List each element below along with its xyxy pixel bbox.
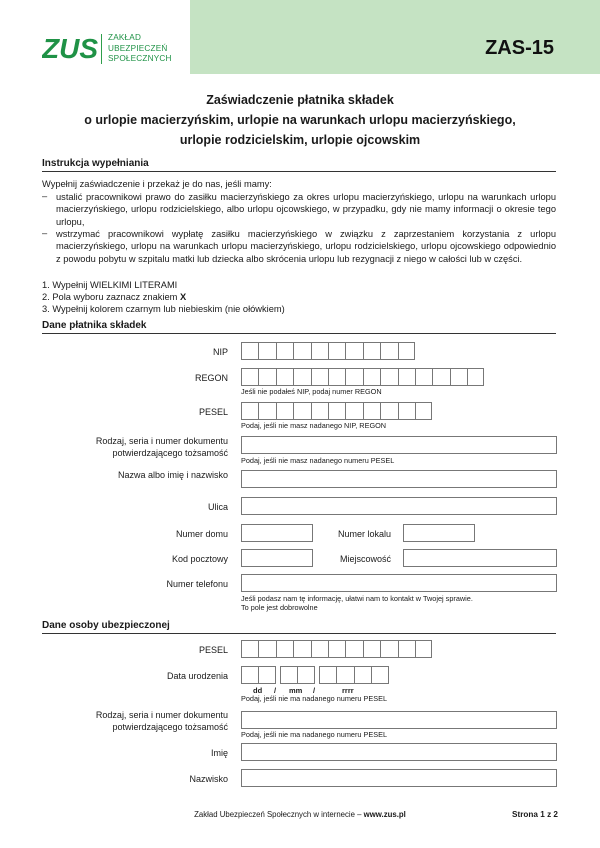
phone-hint-1: Jeśli podasz nam tę informację, ułatwi nam to kontakt w Twojej sprawie. <box>241 594 473 603</box>
payer-doc-label: Rodzaj, seria i numer dokumentu potwierdzającego tożsamość <box>95 436 228 458</box>
logo-line-2: UBEZPIECZEŃ <box>108 43 168 53</box>
birth-date-hint: Podaj, jeśli nie ma nadanego numeru PESEL <box>241 694 388 703</box>
street-input[interactable] <box>241 497 557 515</box>
instructions-bullet-2: wstrzymać pracownikowi wypłatę zasiłku macierzyńskiego w związku z zaprzestaniem korzystania z urlopu macierzyńskiego, urlopu na warunkach urlopu macierzyńskiego, urlopu rodzicielskiego, urlopu ojcowskiego odpowiednio z powodu pobytu w szpitalu matki lub dziecka albo skrócenia urlopu lub rezygnacji z niego w całości lub w części. <box>56 229 556 264</box>
payer-doc-input[interactable] <box>241 436 557 454</box>
title-line-2: o urlopie macierzyńskim, urlopie na warunkach urlopu macierzyńskiego, <box>84 113 516 127</box>
house-number-label: Numer domu <box>175 529 228 539</box>
birth-day-format: dd <box>253 686 263 695</box>
city-label: Miejscowość <box>339 554 391 564</box>
flat-number-input[interactable] <box>403 524 475 542</box>
instructions-step-2: 2. Pola wyboru zaznacz znakiem X <box>42 292 187 302</box>
birth-month-input[interactable] <box>280 666 315 684</box>
logo-separator <box>101 34 102 64</box>
title-line-3: urlopie rodzicielskim, urlopie ojcowskim <box>179 133 421 147</box>
payer-name-label: Nazwa albo imię i nazwisko <box>117 470 228 480</box>
postal-code-label: Kod pocztowy <box>171 554 228 564</box>
insured-doc-label: Rodzaj, seria i numer dokumentu potwierdzającego tożsamość <box>95 710 228 732</box>
flat-number-label: Numer lokalu <box>337 529 391 539</box>
title-line-1: Zaświadczenie płatnika składek <box>206 93 394 107</box>
payer-name-input[interactable] <box>241 470 557 488</box>
logo-line-1: ZAKŁAD <box>108 33 142 42</box>
payer-heading: Dane płatnika składek <box>42 320 147 331</box>
insured-divider <box>42 633 556 634</box>
zus-logo-icon <box>42 32 98 62</box>
birth-date-label: Data urodzenia <box>166 671 228 681</box>
nip-label: NIP <box>212 347 228 357</box>
payer-pesel-label: PESEL <box>198 407 228 417</box>
first-name-label: Imię <box>210 748 228 758</box>
instructions-step-3: 3. Wypełnij kolorem czarnym lub niebieskim (nie ołówkiem) <box>42 304 285 314</box>
postal-code-input[interactable] <box>241 549 313 567</box>
phone-input[interactable] <box>241 574 557 592</box>
birth-year-input[interactable] <box>319 666 389 684</box>
house-number-input[interactable] <box>241 524 313 542</box>
header-band <box>0 0 600 74</box>
street-label: Ulica <box>207 502 228 512</box>
footer-url-link[interactable]: www.zus.pl <box>363 810 406 819</box>
bullet-2-marker: – <box>42 228 48 238</box>
insured-doc-hint: Podaj, jeśli nie ma nadanego numeru PESEL <box>241 730 388 739</box>
logo-text <box>108 33 172 65</box>
regon-hint: Jeśli nie podałeś NIP, podaj numer REGON <box>241 387 382 396</box>
insured-heading: Dane osoby ubezpieczonej <box>42 620 170 631</box>
last-name-input[interactable] <box>241 769 557 787</box>
payer-pesel-hint: Podaj, jeśli nie masz nadanego NIP, REGON <box>241 421 387 430</box>
footer-website: Zakład Ubezpieczeń Społecznych w internecie – www.zus.pl <box>194 810 406 819</box>
last-name-label: Nazwisko <box>189 774 228 784</box>
birth-year-format: rrrr <box>342 686 354 695</box>
instructions-divider <box>42 171 556 172</box>
phone-hint-2: To pole jest dobrowolne <box>241 603 318 612</box>
city-input[interactable] <box>403 549 557 567</box>
phone-label: Numer telefonu <box>166 579 228 589</box>
birth-slash-2: / <box>313 686 316 695</box>
instructions-intro: Wypełnij zaświadczenie i przekaż je do nas, jeśli mamy: <box>42 179 272 189</box>
instructions-bullet-1: ustalić pracownikowi prawo do zasiłku macierzyńskiego za okres urlopu macierzyńskiego, urlopu na warunkach urlopu macierzyńskiego, urlopu rodzicielskiego, albo urlopu ojcowskiego, w przypadku, gdy nie mamy informacji o okresie tego urlopu, <box>56 192 556 227</box>
bullet-1-marker: – <box>42 191 48 201</box>
birth-day-input[interactable] <box>241 666 276 684</box>
logo-area <box>0 0 190 74</box>
page-number: Strona 1 z 2 <box>512 810 558 819</box>
regon-input[interactable] <box>241 368 484 386</box>
first-name-input[interactable] <box>241 743 557 761</box>
nip-input[interactable] <box>241 342 415 360</box>
birth-month-format: mm <box>289 686 303 695</box>
insured-pesel-input[interactable] <box>241 640 432 658</box>
regon-label: REGON <box>194 373 228 383</box>
birth-slash-1: / <box>274 686 277 695</box>
instructions-step-1: 1. Wypełnij WIELKIMI LITERAMI <box>42 280 178 290</box>
svg-text:ZUS: ZUS <box>42 33 98 62</box>
checkbox-mark-example: X <box>179 292 187 302</box>
payer-divider <box>42 333 556 334</box>
insured-pesel-label: PESEL <box>198 645 228 655</box>
instructions-heading: Instrukcja wypełniania <box>42 158 149 169</box>
payer-pesel-input[interactable] <box>241 402 432 420</box>
payer-doc-hint: Podaj, jeśli nie masz nadanego numeru PESEL <box>241 456 395 465</box>
form-code: ZAS-15 <box>485 37 554 59</box>
logo-line-3: SPOŁECZNYCH <box>108 54 172 63</box>
insured-doc-input[interactable] <box>241 711 557 729</box>
